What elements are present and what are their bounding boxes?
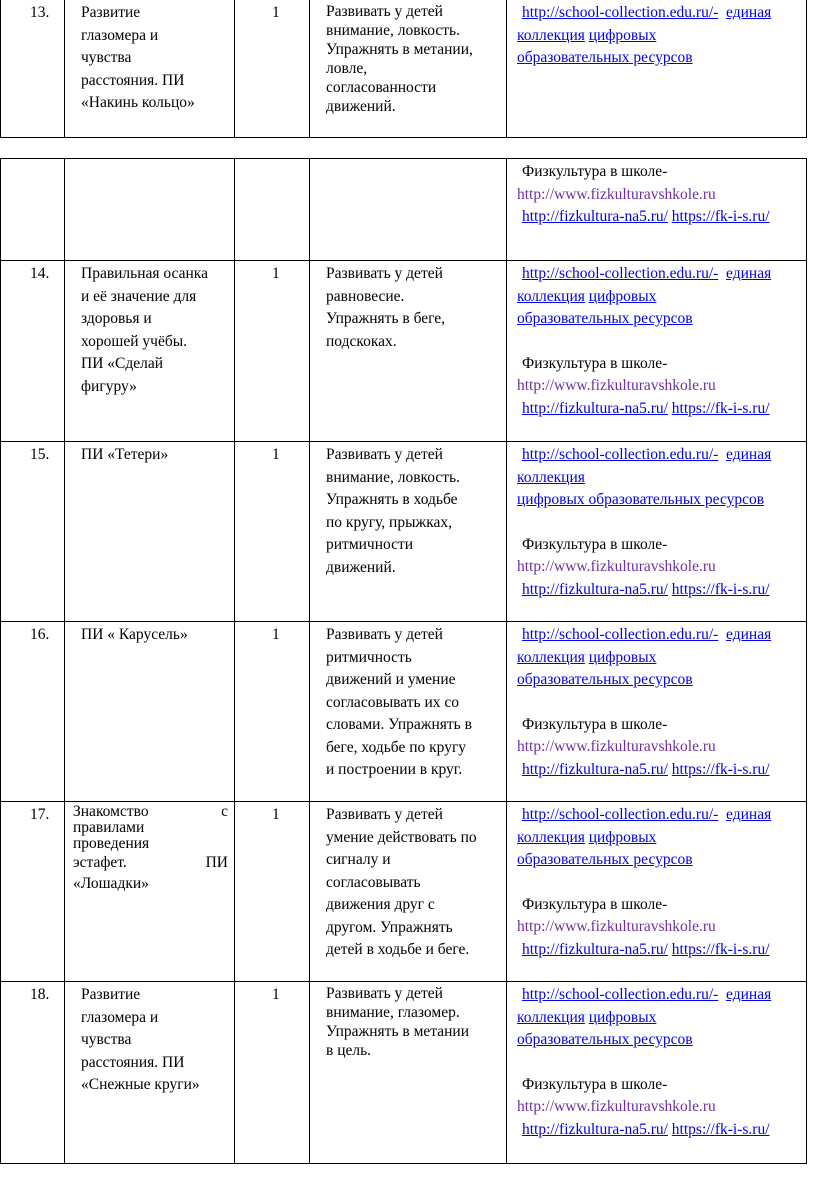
topic-line: Развитие: [81, 4, 141, 21]
fizkultura-label: Физкультура в школе-: [522, 535, 668, 553]
row-number-text: 13.: [30, 4, 50, 21]
hours-cell: [235, 982, 310, 1164]
topic-line: глазомера и: [81, 26, 159, 44]
goal-line: Упражнять в метании: [326, 1023, 469, 1040]
school-collection-link[interactable]: http://school-collection.edu.ru/-: [522, 265, 719, 282]
row-number: [1, 982, 65, 1164]
fizkultura-label: Физкультура в школе-: [522, 354, 668, 372]
row-number: [1, 0, 65, 138]
goal-line: внимание, ловкость.: [326, 468, 460, 486]
table-row: [1, 261, 807, 442]
table-row: [1, 802, 807, 982]
row-number: [1, 442, 65, 622]
hours-cell: [235, 159, 310, 261]
lesson-table-main: [0, 158, 807, 1164]
fk-i-s-link[interactable]: https://fk-i-s.ru/: [671, 399, 770, 417]
resources-cell: [507, 802, 807, 982]
row-number: [1, 261, 65, 442]
goal-line: Развивать у детей: [326, 265, 443, 282]
row-number-text: 18.: [30, 986, 50, 1003]
hours-cell: [235, 442, 310, 622]
collection-link-word[interactable]: единая: [726, 626, 772, 643]
collection-link-word[interactable]: цифровых: [588, 828, 657, 846]
topic-line: Развитие: [81, 986, 141, 1003]
collection-link-word[interactable]: цифровых: [588, 648, 657, 666]
fizkultura-school-link[interactable]: http://www.fizkulturavshkole.ru: [517, 185, 716, 203]
goal-line: равновесие.: [326, 287, 405, 305]
fk-i-s-link[interactable]: https://fk-i-s.ru/: [671, 940, 770, 958]
topic-line: проведения: [73, 835, 150, 852]
topic-cell: [65, 622, 235, 802]
goal-line: другом. Упражнять: [326, 918, 453, 936]
goal-cell: [310, 982, 507, 1164]
topic-cell: [65, 159, 235, 261]
topic-word: с: [221, 803, 228, 820]
fk-i-s-link[interactable]: https://fk-i-s.ru/: [671, 580, 770, 598]
goal-cell: [310, 802, 507, 982]
collection-link-word[interactable]: цифровых: [588, 287, 657, 305]
topic-line: расстояния. ПИ: [81, 1053, 185, 1071]
collection-link-word[interactable]: цифровых образовательных ресурсов: [517, 491, 765, 508]
goal-line: ритмичности: [326, 536, 414, 553]
collection-link-word[interactable]: единая: [726, 986, 772, 1003]
goal-cell: [310, 0, 507, 138]
goal-line: сигналу и: [326, 851, 391, 868]
hours-value: 1: [272, 446, 280, 463]
resources-cell: [507, 442, 807, 622]
collection-link-word[interactable]: коллекция: [517, 1008, 585, 1026]
topic-line: расстояния. ПИ: [81, 71, 185, 89]
topic-line: здоровья и: [81, 310, 152, 327]
hours-cell: [235, 802, 310, 982]
fizkultura-label: Физкультура в школе-: [522, 163, 668, 180]
topic-cell: [65, 982, 235, 1164]
goal-cell: [310, 442, 507, 622]
topic-line: и её значение для: [81, 287, 197, 305]
collection-link-word[interactable]: образовательных ресурсов: [517, 671, 693, 688]
hours-value: 1: [272, 626, 280, 643]
goal-line: Упражнять в метании,: [326, 41, 473, 58]
table-row: [1, 442, 807, 622]
goal-line: движения друг с: [326, 896, 435, 913]
goal-line: согласовывать их со: [326, 693, 460, 711]
row-number: [1, 802, 65, 982]
topic-line: ПИ « Карусель»: [81, 626, 188, 643]
goal-line: Развивать у детей: [326, 985, 443, 1002]
goal-line: словами. Упражнять в: [326, 716, 472, 733]
collection-link-word[interactable]: образовательных ресурсов: [517, 310, 693, 327]
goal-line: Развивать у детей: [326, 806, 443, 823]
goal-line: и построении в круг.: [326, 761, 463, 778]
collection-link-word[interactable]: единая: [726, 265, 772, 282]
topic-cell: [65, 261, 235, 442]
topic-cell: [65, 0, 235, 138]
school-collection-link-text[interactable]: единая: [726, 4, 772, 21]
goal-cell: [310, 622, 507, 802]
topic-line: «Лошадки»: [73, 875, 149, 892]
fizkultura-label: Физкультура в школе-: [522, 715, 668, 733]
collection-link-word[interactable]: коллекция: [517, 26, 585, 44]
school-collection-link[interactable]: http://school-collection.edu.ru/-: [522, 446, 719, 463]
topic-word: ПИ: [205, 854, 228, 871]
row-number-text: 15.: [30, 446, 50, 463]
goal-line: ловле,: [326, 60, 368, 77]
goal-line: Развивать у детей: [326, 3, 443, 20]
hours-value: 1: [272, 806, 280, 823]
fizkultura-school-link[interactable]: http://www.fizkulturavshkole.ru: [517, 377, 716, 394]
topic-line: [73, 855, 234, 871]
resources-cell: [507, 261, 807, 442]
fk-i-s-link[interactable]: https://fk-i-s.ru/: [671, 208, 770, 225]
collection-link-word[interactable]: коллекция: [517, 828, 585, 846]
goal-line: движений.: [326, 98, 396, 115]
topic-line: «Снежные круги»: [81, 1076, 200, 1093]
table-row: [1, 622, 807, 802]
fizkultura-label: Физкультура в школе-: [522, 895, 668, 913]
goal-line: движений и умение: [326, 671, 456, 688]
resources-cell: [507, 0, 807, 138]
fizkultura-na5-link[interactable]: http://fizkultura-na5.ru/: [522, 940, 668, 958]
table-row: [1, 982, 807, 1164]
topic-line: ПИ «Тетери»: [81, 446, 169, 463]
topic-line: чувства: [81, 49, 132, 66]
goal-line: в цель.: [326, 1042, 372, 1059]
goal-line: согласовывать: [326, 873, 421, 891]
goal-line: Развивать у детей: [326, 446, 443, 463]
goal-cell: [310, 261, 507, 442]
goal-line: внимание, ловкость.: [326, 22, 460, 39]
collection-link-word[interactable]: образовательных ресурсов: [517, 851, 693, 868]
table-row: [1, 0, 807, 138]
fizkultura-na5-link[interactable]: http://fizkultura-na5.ru/: [522, 399, 668, 417]
resources-cell: [507, 622, 807, 802]
resources-cell: [507, 159, 807, 261]
fizkultura-school-link[interactable]: http://www.fizkulturavshkole.ru: [517, 558, 716, 575]
row-number: [1, 159, 65, 261]
collection-link-word[interactable]: цифровых: [588, 26, 657, 44]
hours-cell: [235, 622, 310, 802]
goal-line: движений.: [326, 558, 396, 576]
row-number-text: 14.: [30, 265, 50, 282]
topic-line: чувства: [81, 1031, 132, 1048]
topic-line: «Накинь кольцо»: [81, 94, 195, 111]
topic-line: правилами: [73, 819, 145, 836]
goal-line: Развивать у детей: [326, 626, 443, 643]
goal-line: детей в ходьбе и беге.: [326, 941, 470, 958]
row-number-text: 17.: [30, 806, 50, 823]
collection-link-word[interactable]: образовательных ресурсов: [517, 1031, 693, 1048]
fk-i-s-link[interactable]: https://fk-i-s.ru/: [671, 760, 770, 778]
school-collection-link[interactable]: http://school-collection.edu.ru/-: [522, 806, 719, 823]
topic-cell: [65, 802, 235, 982]
topic-word: эстафет.: [73, 854, 127, 871]
lesson-table-top: [0, 0, 807, 138]
goal-line: Упражнять в беге,: [326, 310, 446, 327]
topic-line: ПИ «Сделай: [81, 355, 164, 372]
goal-line: ритмичность: [326, 648, 412, 666]
fizkultura-na5-link[interactable]: http://fizkultura-na5.ru/: [522, 1120, 668, 1138]
collection-link-word[interactable]: цифровых: [588, 1008, 657, 1026]
goal-line: Упражнять в ходьбе: [326, 491, 458, 508]
school-collection-link[interactable]: http://school-collection.edu.ru/-: [522, 986, 719, 1003]
collection-link-word[interactable]: коллекция: [517, 468, 585, 486]
fizkultura-label: Физкультура в школе-: [522, 1075, 668, 1093]
table-row-continuation: [1, 159, 807, 261]
collection-link-word[interactable]: единая: [726, 806, 772, 823]
fizkultura-school-link[interactable]: http://www.fizkulturavshkole.ru: [517, 1098, 716, 1115]
hours-value: 1: [272, 986, 280, 1003]
hours-cell: [235, 261, 310, 442]
topic-cell: [65, 442, 235, 622]
goal-line: подскоках.: [326, 332, 397, 350]
topic-line: хорошей учёбы.: [81, 332, 187, 350]
resources-cell: [507, 982, 807, 1164]
topic-line: Правильная осанка: [81, 265, 208, 282]
topic-line: [73, 804, 234, 820]
topic-line: фигуру»: [81, 377, 137, 395]
fizkultura-na5-link[interactable]: http://fizkultura-na5.ru/: [522, 208, 668, 225]
fizkultura-school-link[interactable]: http://www.fizkulturavshkole.ru: [517, 738, 716, 755]
school-collection-link[interactable]: http://school-collection.edu.ru/-: [522, 4, 719, 21]
topic-word: Знакомство: [73, 803, 149, 820]
goal-line: внимание, глазомер.: [326, 1004, 460, 1021]
goal-line: согласованности: [326, 79, 437, 96]
fizkultura-na5-link[interactable]: http://fizkultura-na5.ru/: [522, 760, 668, 778]
collection-link-word[interactable]: образовательных ресурсов: [517, 49, 693, 66]
fizkultura-na5-link[interactable]: http://fizkultura-na5.ru/: [522, 580, 668, 598]
fizkultura-school-link[interactable]: http://www.fizkulturavshkole.ru: [517, 918, 716, 935]
goal-line: по кругу, прыжках,: [326, 513, 453, 531]
school-collection-link[interactable]: http://school-collection.edu.ru/-: [522, 626, 719, 643]
hours-value: 1: [272, 265, 280, 282]
hours-value: 1: [272, 4, 280, 21]
collection-link-word[interactable]: коллекция: [517, 648, 585, 666]
fk-i-s-link[interactable]: https://fk-i-s.ru/: [671, 1120, 770, 1138]
collection-link-word[interactable]: коллекция: [517, 287, 585, 305]
collection-link-word[interactable]: единая: [726, 446, 772, 463]
goal-line: беге, ходьбе по кругу: [326, 738, 467, 756]
row-number: [1, 622, 65, 802]
hours-cell: [235, 0, 310, 138]
goal-cell: [310, 159, 507, 261]
goal-line: умение действовать по: [326, 828, 477, 846]
row-number-text: 16.: [30, 626, 50, 643]
topic-line: глазомера и: [81, 1008, 159, 1026]
